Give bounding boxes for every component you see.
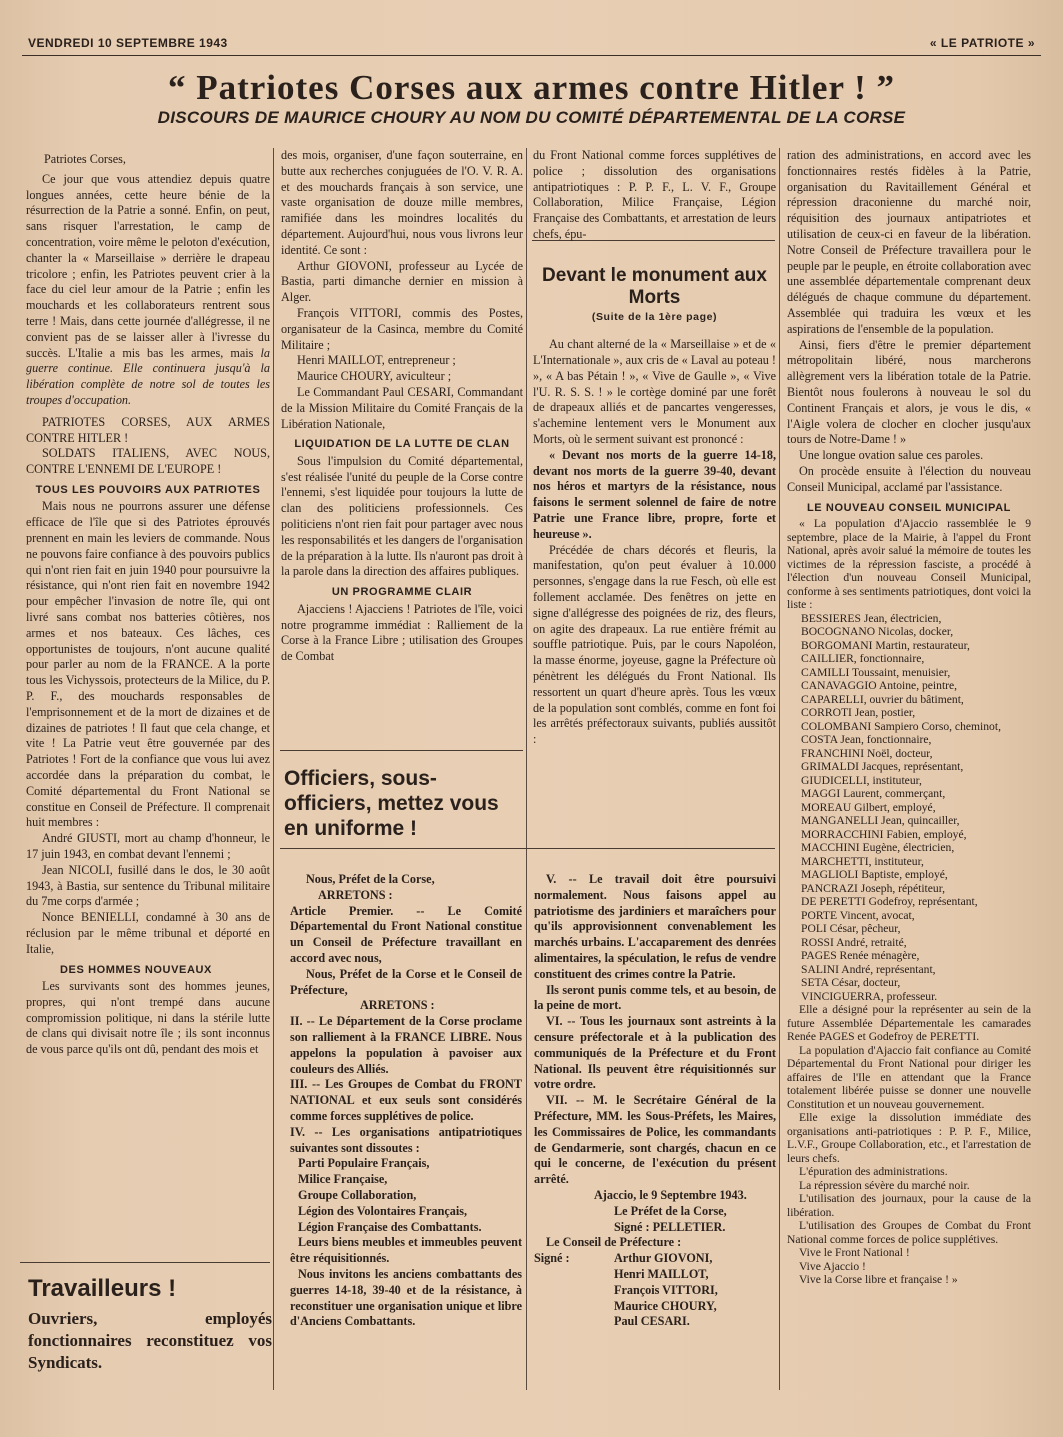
- paragraph: Ainsi, fiers d'être le premier département métropolitain libéré, nous marcherons allègrement vers la libération totale de la Patrie. Bientôt nous foulerons à nouveau le sol du Continent Français et alors, je vous le dis, « l'Aigle volera de clocher en clocher jusqu'aux tours de Notre-Dame ! »: [787, 337, 1031, 447]
- section-heading: LE NOUVEAU CONSEIL MUNICIPAL: [806, 501, 1011, 514]
- list-item: ROSSI André, retraité,: [801, 935, 907, 949]
- signer: Paul CESARI.: [614, 1314, 690, 1329]
- decree-left: [290, 872, 522, 1330]
- section-heading: TOUS LES POUVOIRS AUX PATRIOTES: [35, 483, 261, 496]
- signature-prefect: Signé : PELLETIER.: [614, 1219, 726, 1234]
- paragraph: Nous, Préfet de la Corse,: [306, 872, 435, 886]
- signer: Maurice CHOURY,: [614, 1298, 717, 1313]
- signers-block: [534, 1251, 776, 1330]
- list-item: CAILLIER, fonctionnaire,: [801, 652, 925, 666]
- list-item: COLOMBANI Sampiero Corso, cheminot,: [801, 719, 1001, 733]
- paragraph: Nous invitons les anciens combattants des guerres 14-18, 39-40 et de la résistance, à reconstituer une organisation unique et libre d'Anciens Combattants.: [290, 1266, 522, 1329]
- council-members-list: [787, 612, 1031, 1004]
- list-item: MARCHETTI, instituteur,: [801, 854, 924, 868]
- list-item: GIUDICELLI, instituteur,: [801, 773, 922, 787]
- signer: Arthur GIOVONI,: [614, 1251, 713, 1266]
- paragraph: La population d'Ajaccio fait confiance au Comité Départemental du Front National pour diriger les affaires de l'Ile en attendant que la France totalement libérée puisse se donner une nouvelle Constitution et un nouveau gouvernement.: [787, 1043, 1031, 1111]
- paragraph: Nous, Préfet de la Corse et le Conseil de Préfecture,: [290, 966, 522, 997]
- list-item: SETA César, docteur,: [801, 976, 901, 990]
- paragraph: Mais nous ne pourrons assurer une défense efficace de l'île que si des Patriotes éprouvés prennent en main les leviers de commande. Nous ne pouvons faire confiance à des pouvoirs publics qui n'ont rien fait en juin 1940 pour poursuivre la résistance, qui n'ont rien fait en novembre 1942 pour empêcher l'invasion de notre île, qui ont livré sans combat nos batteries côtières, nos armes et nos bateaux. Ces lâches, ces opportunistes de toujours, n'ont aucune qualité pour parler au nom de la FRANCE. A la porte tous les Vichyssois, protecteurs de la Milice, du P. P. F., des mouchards responsables de l'emprisonnement et de la mort de dizaines et de dizaines de patriotes ! Il faut que cela change, et vite ! La Patrie veut être gouvernée par des Patriotes ! Fort de la confiance que vous lui avez accordée dans la préparation du combat, le Comité départemental du Front National se constitue en Conseil de Préfecture. Il comprenait huit membres :: [26, 499, 270, 830]
- paragraph: « La population d'Ajaccio rassemblée le 9 septembre, place de la Mairie, à l'appel du Front National, après avoir salué la mémoire de toutes les victimes de la répression fasciste, a procédé à l'élection d'un nouveau Conseil Municipal, conforme à ses sentiments patriotiques, dont voici la liste :: [787, 517, 1031, 612]
- paragraph: Ajacciens ! Ajacciens ! Patriotes de l'île, voici notre programme immédiat : Ralliement de la Corse à la France Libre ; utilisation des Groupes de Combat: [281, 601, 523, 664]
- paragraph: Leurs biens meubles et immeubles peuvent être réquisitionnés.: [290, 1235, 522, 1266]
- column-divider: [779, 148, 780, 1390]
- org-item: Milice Française,: [298, 1172, 388, 1187]
- paragraph: SOLDATS ITALIENS, AVEC NOUS, CONTRE L'ENNEMI DE L'EUROPE !: [26, 446, 270, 477]
- article-column-1: [26, 152, 270, 1058]
- list-item: MACCHINI Eugène, électricien,: [801, 841, 955, 855]
- paragraph: Vive Ajaccio !: [799, 1259, 866, 1273]
- list-item: BOCOGNANO Nicolas, docker,: [801, 625, 954, 639]
- sub-headline: DISCOURS DE MAURICE CHOURY AU NOM DU COMITÉ DÉPARTEMENTAL DE LA CORSE: [157, 108, 906, 127]
- paragraph: V. -- Le travail doit être poursuivi normalement. Nous faisons appel au patriotisme des jardiniers et maraîchers pour qu'ils approvisionnent convenablement les marchés urbains. L'accaparement des denrées alimentaires, la spéculation, le refus de vendre constituent des crimes contre la Patrie.: [534, 872, 776, 981]
- org-item: Groupe Collaboration,: [298, 1187, 417, 1202]
- paragraph: L'utilisation des Groupes de Combat du Front National comme forces de police supplétives.: [787, 1219, 1031, 1246]
- decree-right: [534, 872, 776, 1330]
- list-item: CAMILLI Toussaint, menuisier,: [801, 665, 951, 679]
- paragraph: Maurice CHOURY, aviculteur ;: [297, 369, 452, 384]
- paragraph: Vive le Front National !: [799, 1246, 910, 1260]
- list-item: CORROTI Jean, postier,: [801, 706, 916, 720]
- paragraph: Au chant alterné de la « Marseillaise » et de « L'Internationale », aux cris de « Laval au poteau ! », « A bas Pétain ! », « Vive de Gaulle », « Vive l'U. R. S. S. ! » le cortège dominé par une forêt de drapeaux alliés et de pancartes vengeresses, s'achemine lentement vers le Monument aux Morts, où le serment suivant est prononcé :: [533, 337, 776, 447]
- list-item: BORGOMANI Martin, restaurateur,: [801, 638, 970, 652]
- paragraph: Henri MAILLOT, entrepreneur ;: [297, 353, 456, 368]
- list-item: VINCIGUERRA, professeur.: [801, 989, 938, 1003]
- paragraph: Vive la Corse libre et française ! »: [799, 1273, 958, 1287]
- list-item: DE PERETTI Godefroy, représentant,: [801, 895, 978, 909]
- section-heading: UN PROGRAMME CLAIR: [331, 586, 473, 599]
- section-heading: DES HOMMES NOUVEAUX: [60, 963, 212, 976]
- article-column-4: [787, 148, 1031, 1287]
- signed-label: Signé :: [534, 1251, 570, 1266]
- paragraph: Jean NICOLI, fusillé dans le dos, le 30 août 1943, à Bastia, sur sentence du Tribunal militaire du 7me corps d'armée ;: [26, 862, 270, 909]
- paragraph: La répression sévère du marché noir.: [799, 1178, 970, 1192]
- main-headline: “ Patriotes Corses aux armes contre Hitler ! ”: [167, 68, 895, 107]
- article-column-2: [281, 148, 523, 665]
- paragraph: Une longue ovation salue ces paroles.: [799, 448, 984, 463]
- list-item: POLI César, pêcheur,: [801, 922, 901, 936]
- list-item: MANGANELLI Jean, quincailler,: [801, 814, 960, 828]
- signature-prefect-title: Le Préfet de la Corse,: [614, 1203, 727, 1218]
- list-item: COSTA Jean, fonctionnaire,: [801, 733, 932, 747]
- paragraph: des mois, organiser, d'une façon souterraine, en butte aux recherches conjuguées de l'O. V. R. A. et des mouchards français à son service, une vaste organisation de douze mille membres, ramifiée dans les moindres localités du département. Aujourd'hui, nous vous livrons leur identité. Ce sont :: [281, 148, 523, 257]
- paragraph: L'utilisation des journaux, pour la cause de la libération.: [787, 1192, 1031, 1219]
- decree-rule: [280, 848, 775, 849]
- paragraph: Elle exige la dissolution immédiate des organisations anti-patriotiques : P. P. F., Milice, L.V.F., Groupe Collaboration, etc., et l'arrestation de leurs chefs.: [787, 1111, 1031, 1165]
- box-text: Ouvriers, employés fonctionnaires reconstituez vos Syndicats.: [28, 1309, 272, 1372]
- paragraph: PATRIOTES CORSES, AUX ARMES CONTRE HITLER !: [26, 414, 270, 445]
- list-item: PORTE Vincent, avocat,: [801, 908, 915, 922]
- signer: François VITTORI,: [614, 1282, 718, 1297]
- paragraph: François VITTORI, commis des Postes, organisateur de la Casinca, membre du Comité Militaire ;: [281, 305, 523, 352]
- oath-paragraph: « Devant nos morts de la guerre 14-18, devant nos morts de la guerre 39-40, devant nos héros et martyrs de la résistance, nous faisons le serment solennel de faire de notre Patrie une France libre, propre, forte et heureuse ».: [533, 447, 776, 541]
- paragraph: L'épuration des administrations.: [799, 1165, 948, 1179]
- list-item: SALINI André, représentant,: [801, 962, 936, 976]
- salutation: Patriotes Corses,: [44, 152, 126, 166]
- list-item: PANCRAZI Joseph, répétiteur,: [801, 881, 946, 895]
- newspaper-name: « LE PATRIOTE »: [929, 36, 1035, 50]
- paragraph: Le Commandant Paul CESARI, Commandant de la Mission Militaire du Comité Français de la Libération Nationale,: [281, 384, 523, 431]
- paragraph: Ils seront punis comme tels, et au besoin, de la peine de mort.: [534, 982, 776, 1013]
- paragraph: VII. -- M. le Secrétaire Général de la Préfecture, MM. les Sous-Préfets, les Maires, les Commissaires de Police, les commandants de Gendarmerie, sont chargés, chacun en ce qui le concerne, de l'exécution du présent arrêté.: [534, 1093, 776, 1187]
- paragraph: ARRETONS :: [360, 998, 435, 1013]
- council-label: Le Conseil de Préfecture :: [546, 1235, 682, 1250]
- paragraph: IV. -- Les organisations antipatriotiques suivantes sont dissoutes :: [290, 1124, 522, 1155]
- list-item: MAGLIOLI Baptiste, employé,: [801, 868, 948, 882]
- paragraph: VI. -- Tous les journaux sont astreints à la censure préfectorale et à la publication des communiqués de la Préfecture et du Front National. Ils peuvent être réquisitionnés sur votre ordre.: [534, 1014, 776, 1092]
- article-column-3: [533, 148, 776, 748]
- paragraph: Sous l'impulsion du Comité départemental, s'est réalisée l'unité du peuple de la Corse contre l'ennemi, s'est liquidée pour toujours la lutte de clan des politiciens professionnels. Ces politiciens n'ont rien fait pour partager avec nous les responsabilités et les dangers de l'organisation de la préparation à la lutte. Ils n'auront pas droit à la parole dans la direction des affaires publiques.: [281, 453, 523, 579]
- paragraph: On procède ensuite à l'élection du nouveau Conseil Municipal, acclamé par l'assistance.: [787, 463, 1031, 494]
- page-header: [28, 36, 1035, 52]
- list-item: MORRACCHINI Fabien, employé,: [801, 827, 967, 841]
- paragraph: Nonce BENIELLI, condamné à 30 ans de réclusion par le même tribunal et déporté en Italie,: [26, 910, 270, 956]
- paragraph: du Front National comme forces supplétives de police ; dissolution des organisations antipatriotiques : P. P. F., L. V. F., Groupe Collaboration, Milice Française, Légion Française des Combattants, et arrestation de leurs chefs, épu-: [533, 148, 776, 241]
- paragraph: II. -- Le Département de la Corse proclame son ralliement à la FRANCE LIBRE. Nous appelons la population à pavoiser aux couleurs des Alliés.: [290, 1014, 522, 1076]
- paragraph: Article Premier. -- Le Comité Départemental du Front National constitue un Conseil de Préfecture travaillant en accord avec nous,: [290, 903, 522, 965]
- section-heading: LIQUIDATION DE LA LUTTE DE CLAN: [294, 438, 510, 451]
- issue-date: VENDREDI 10 SEPTEMBRE 1943: [28, 36, 228, 50]
- article-title: Devant le monument aux Morts: [542, 264, 767, 308]
- list-item: MAGGI Laurent, commerçant,: [801, 787, 946, 801]
- list-item: CAPARELLI, ouvrier du bâtiment,: [801, 692, 964, 706]
- box-rule: [280, 750, 523, 751]
- column-divider: [526, 148, 527, 1390]
- signature-place-date: Ajaccio, le 9 Septembre 1943.: [594, 1187, 747, 1202]
- box-rule: [20, 1262, 270, 1263]
- paragraph: ration des administrations, en accord avec les fonctionnaires restés fidèles à la Patrie, organisation du Ravitaillement Général et répression draconienne du marché noir, réquisition des journaux antipatriotes et utilisation de ceux-ci en faveur de la libération. Notre Conseil de Préfecture travaillera pour le peuple par le peuple, en étroite collaboration avec une assemblée départementale comprenant deux délégués de chaque commune du département. Assemblée qui traduira les vœux et les aspirations de l'ensemble de la population.: [787, 148, 1031, 336]
- list-item: FRANCHINI Noël, docteur,: [801, 746, 933, 760]
- list-item: GRIMALDI Jacques, représentant,: [801, 760, 964, 774]
- org-item: Parti Populaire Français,: [298, 1156, 430, 1171]
- list-item: PAGES Renée ménagère,: [801, 949, 920, 963]
- signer: Henri MAILLOT,: [614, 1266, 709, 1281]
- paragraph: André GIUSTI, mort au champ d'honneur, le 17 juin 1943, en combat devant l'ennemi ;: [26, 831, 270, 861]
- paragraph: Elle a désigné pour la représenter au sein de la future Assemblée Départementale les camarades Renée PAGES et Godefroy de PERETTI.: [787, 1003, 1031, 1044]
- paragraph: Ce jour que vous attendiez depuis quatre longues années, cette heure bénie de la résurrection de la Patrie a sonné. Enfin, on peut, sans risquer l'arrestation, le camp de concentration, voire même le peloton d'exécution, chanter la « Marseillaise » derrière le drapeau tricolore ; enfin, les Patriotes peuvent crier à la face du ciel leur amour de la Patrie ; enfin les mouchards et les collaborateurs rentrent sous terre ! Mais, dans cette journée d'allégresse, il ne convient pas de se laisser aller à l'ivresse du succès. L'Italie a mis bas les armes, mais la guerre continue. Elle continuera jusqu'à la libération complète de notre sol de toutes les troupes d'occupation.: [26, 171, 271, 407]
- org-item: Légion des Volontaires Français,: [298, 1203, 468, 1218]
- list-item: BESSIERES Jean, électricien,: [801, 611, 942, 625]
- paragraph: ARRETONS :: [318, 887, 393, 902]
- continuation-note: (Suite de la 1ère page): [591, 310, 718, 323]
- org-item: Légion Française des Combattants.: [298, 1219, 482, 1234]
- paragraph: Les survivants sont des hommes jeunes, propres, qui n'ont trempé dans aucune compromission politique, ni dans la stérile lutte de clans qui divisait notre île ; ils sont inconnus de vous parce qu'ils ont dû, pendant des mois et: [26, 979, 270, 1057]
- paragraph: III. -- Les Groupes de Combat du FRONT NATIONAL et eux seuls sont considérés comme forces supplétives de police.: [290, 1077, 522, 1123]
- list-item: CANAVAGGIO Antoine, peintre,: [801, 679, 958, 693]
- paragraph: Précédée de chars décorés et fleuris, la manifestation, qu'on peut évaluer à 10.000 personnes, s'engage dans la rue Fesch, où elle est follement acclamée. Des fenêtres on jette en signe d'allégresse des poignées de riz, des fleurs, on agite des drapeaux. La rue entière frémit au souffle patriotique. Puis, par le cours Napoléon, la masse énorme, joyeuse, gagne la Préfecture où pénètrent les délégués du Front National. Ils ressortent un quart d'heure après. Tous les vœux de la population sont comblés, comme en font foi les arrêtés préfectoraux suivants, publiés aussitôt :: [533, 542, 776, 747]
- column-divider: [273, 148, 274, 1390]
- header-rule: [22, 55, 1041, 56]
- paragraph: Arthur GIOVONI, professeur au Lycée de Bastia, parti dimanche dernier en mission à Alger.: [281, 258, 523, 305]
- list-item: MOREAU Gilbert, employé,: [801, 800, 936, 814]
- officiers-box: Officiers, sous-officiers, mettez vous en uniforme !: [284, 767, 499, 840]
- box-title: Travailleurs !: [28, 1275, 177, 1302]
- travailleurs-box: [28, 1274, 272, 1374]
